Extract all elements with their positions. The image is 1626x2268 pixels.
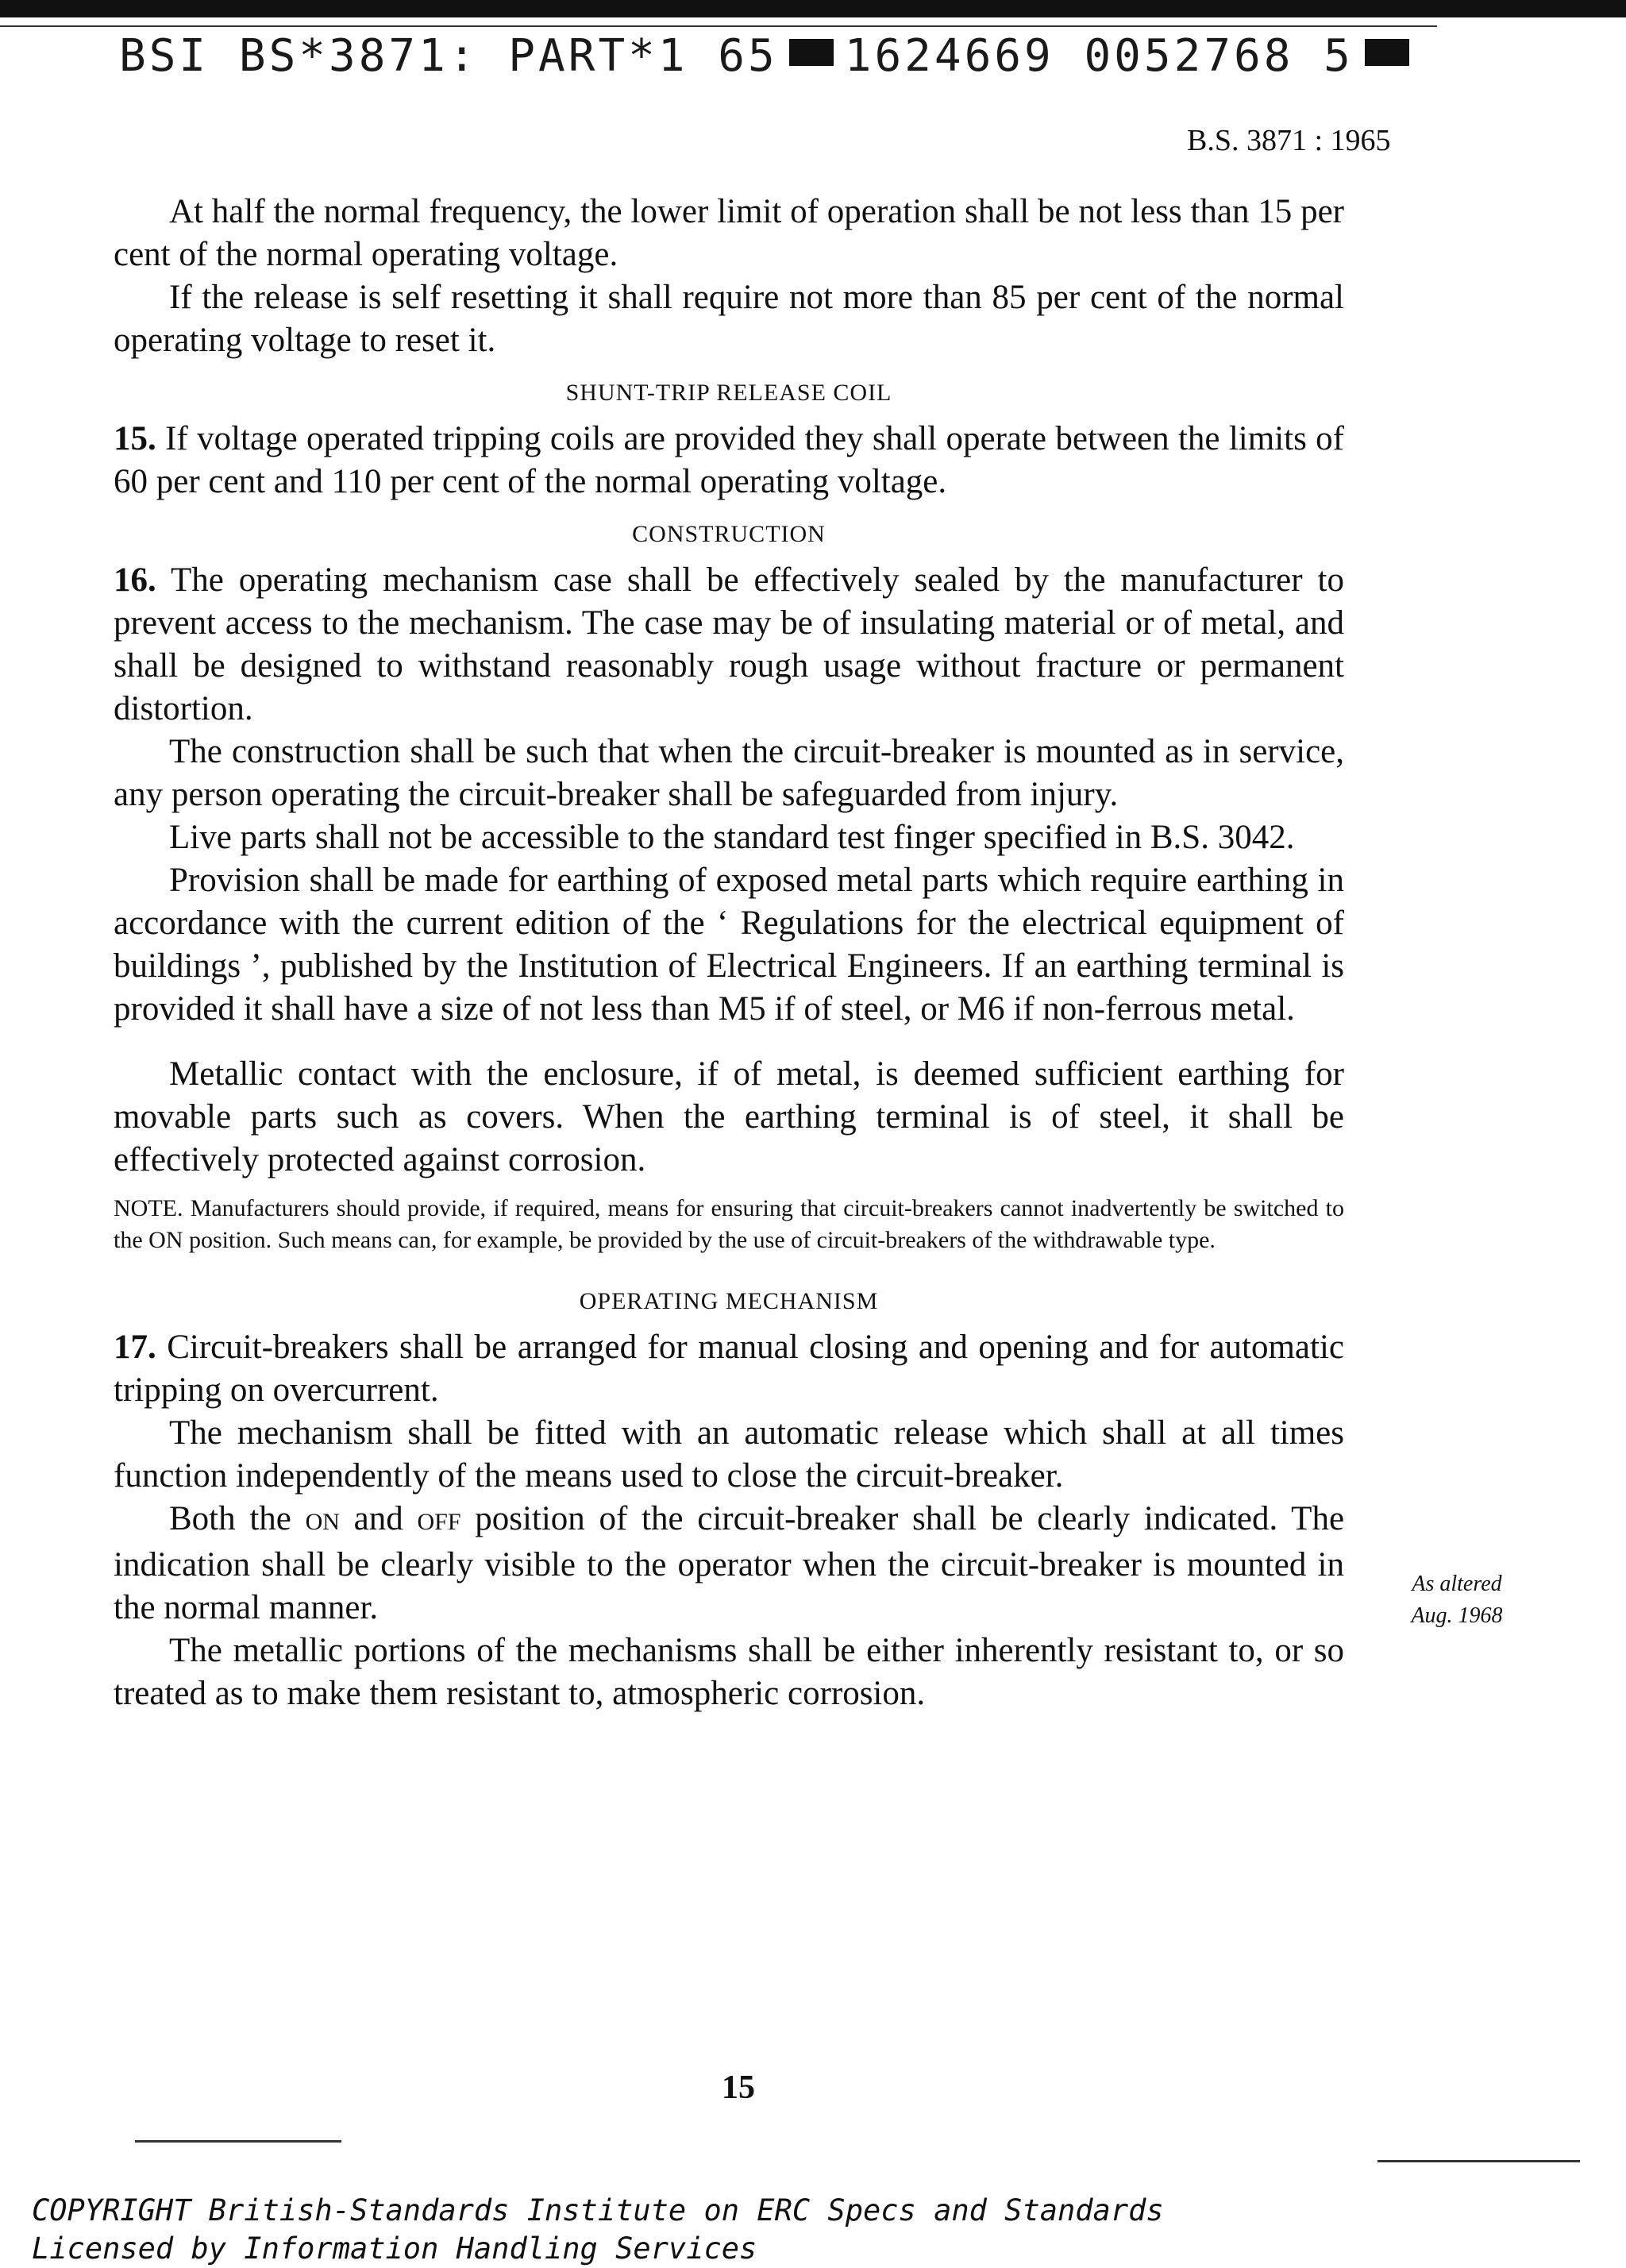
black-block-mark	[1365, 39, 1409, 66]
document-code-part1: BSI BS*3871: PART*1 65	[119, 30, 778, 82]
margin-note-as-altered	[1385, 1568, 1528, 1632]
pen-stroke-right	[1377, 2160, 1580, 2162]
footer-line: COPYRIGHT British-Standards Institute on ERC Specs and Standards	[32, 2193, 1164, 2228]
clause-15	[114, 418, 1344, 503]
note-on-smallcaps: ON	[148, 1227, 183, 1253]
text-run: Both the	[169, 1500, 291, 1537]
standard-reference: B.S. 3871 : 1965	[1187, 124, 1391, 157]
paragraph: The metallic portions of the mechanisms shall be either inherently resistant to, or so treated as to make them resistant to, atmospheric corrosion.	[114, 1632, 1344, 1712]
section-heading-shunt-trip: SHUNT-TRIP RELEASE COIL	[565, 380, 892, 406]
document-code-part2: 1624669 0052768 5	[844, 30, 1354, 82]
paragraph: Metallic contact with the enclosure, if of metal, is deemed sufficient earthing for movable parts such as covers. When the earthing terminal is of steel, it shall be effectively protected against corrosion.	[114, 1055, 1344, 1178]
off-smallcaps: OFF	[417, 1509, 461, 1535]
top-scan-bar	[0, 0, 1626, 17]
clause-number: 16.	[114, 561, 156, 599]
document-code	[119, 30, 1420, 82]
text-run: position of the circuit-breaker shall be clearly indicated. The indication shall be clearly visible to the operator when the circuit-breaker is mounted in the normal manner.	[114, 1500, 1345, 1626]
clause-text: Circuit-breakers shall be arranged for manual closing and opening and for automatic tripping on overcurrent.	[114, 1329, 1344, 1409]
margin-note-line: Aug. 1968	[1411, 1603, 1503, 1628]
paragraph: The mechanism shall be fitted with an automatic release which shall at all times function independently of the means used to close the circuit-breaker.	[114, 1414, 1344, 1495]
pen-stroke-left	[135, 2140, 341, 2143]
footer-line: Licensed by Information Handling Services	[32, 2231, 757, 2266]
note-text: position. Such means can, for example, be provided by the use of circuit-breakers of the withdrawable type.	[189, 1227, 1216, 1253]
note-label: NOTE.	[114, 1195, 183, 1221]
clause-17	[114, 1326, 1344, 1412]
document-body	[114, 191, 1344, 1715]
paragraph: Provision shall be made for earthing of exposed metal parts which require earthing in accordance with the current edition of the ‘ Regulations for the electrical equipment of buildings ’, published by the Institution of Electrical Engineers. If an earthing terminal is provided it shall have a size of not less than M5 if of steel, or M6 if non-ferrous metal.	[114, 862, 1344, 1028]
clause-number: 17.	[114, 1329, 156, 1366]
paragraph: The construction shall be such that when the circuit-breaker is mounted as in service, any person operating the circuit-breaker shall be safeguarded from injury.	[114, 733, 1344, 813]
copyright-footer	[32, 2192, 1164, 2268]
black-block-mark	[789, 39, 834, 66]
clause-16	[114, 559, 1344, 731]
page-number: 15	[722, 2069, 755, 2106]
clause-text: The operating mechanism case shall be effectively sealed by the manufacturer to prevent access to the mechanism. The case may be of insulating material or of metal, and shall be designed to withstand reasonably rough usage without fracture or permanent distortion.	[114, 561, 1344, 727]
paragraph: At half the normal frequency, the lower limit of operation shall be not less than 15 per cent of the normal operating voltage.	[114, 193, 1344, 273]
section-heading-construction: CONSTRUCTION	[632, 521, 826, 547]
top-rule	[0, 25, 1437, 27]
margin-note-line: As altered	[1412, 1572, 1502, 1596]
section-heading-operating-mechanism: OPERATING MECHANISM	[579, 1288, 879, 1314]
paragraph	[114, 1498, 1344, 1630]
text-run: and	[353, 1500, 403, 1537]
note	[114, 1193, 1344, 1256]
paragraph: Live parts shall not be accessible to the standard test finger specified in B.S. 3042.	[169, 819, 1295, 856]
clause-text: If voltage operated tripping coils are provided they shall operate between the limits of 60 per cent and 110 per cent of the normal operating voltage.	[114, 420, 1344, 500]
clause-number: 15.	[114, 420, 156, 457]
paragraph: If the release is self resetting it shall require not more than 85 per cent of the normal operating voltage to reset it.	[114, 279, 1344, 359]
on-smallcaps: ON	[305, 1509, 340, 1535]
note-text: Manufacturers should provide, if required, means for ensuring that circuit-breakers cannot inadvertently be switched to the	[114, 1195, 1344, 1253]
